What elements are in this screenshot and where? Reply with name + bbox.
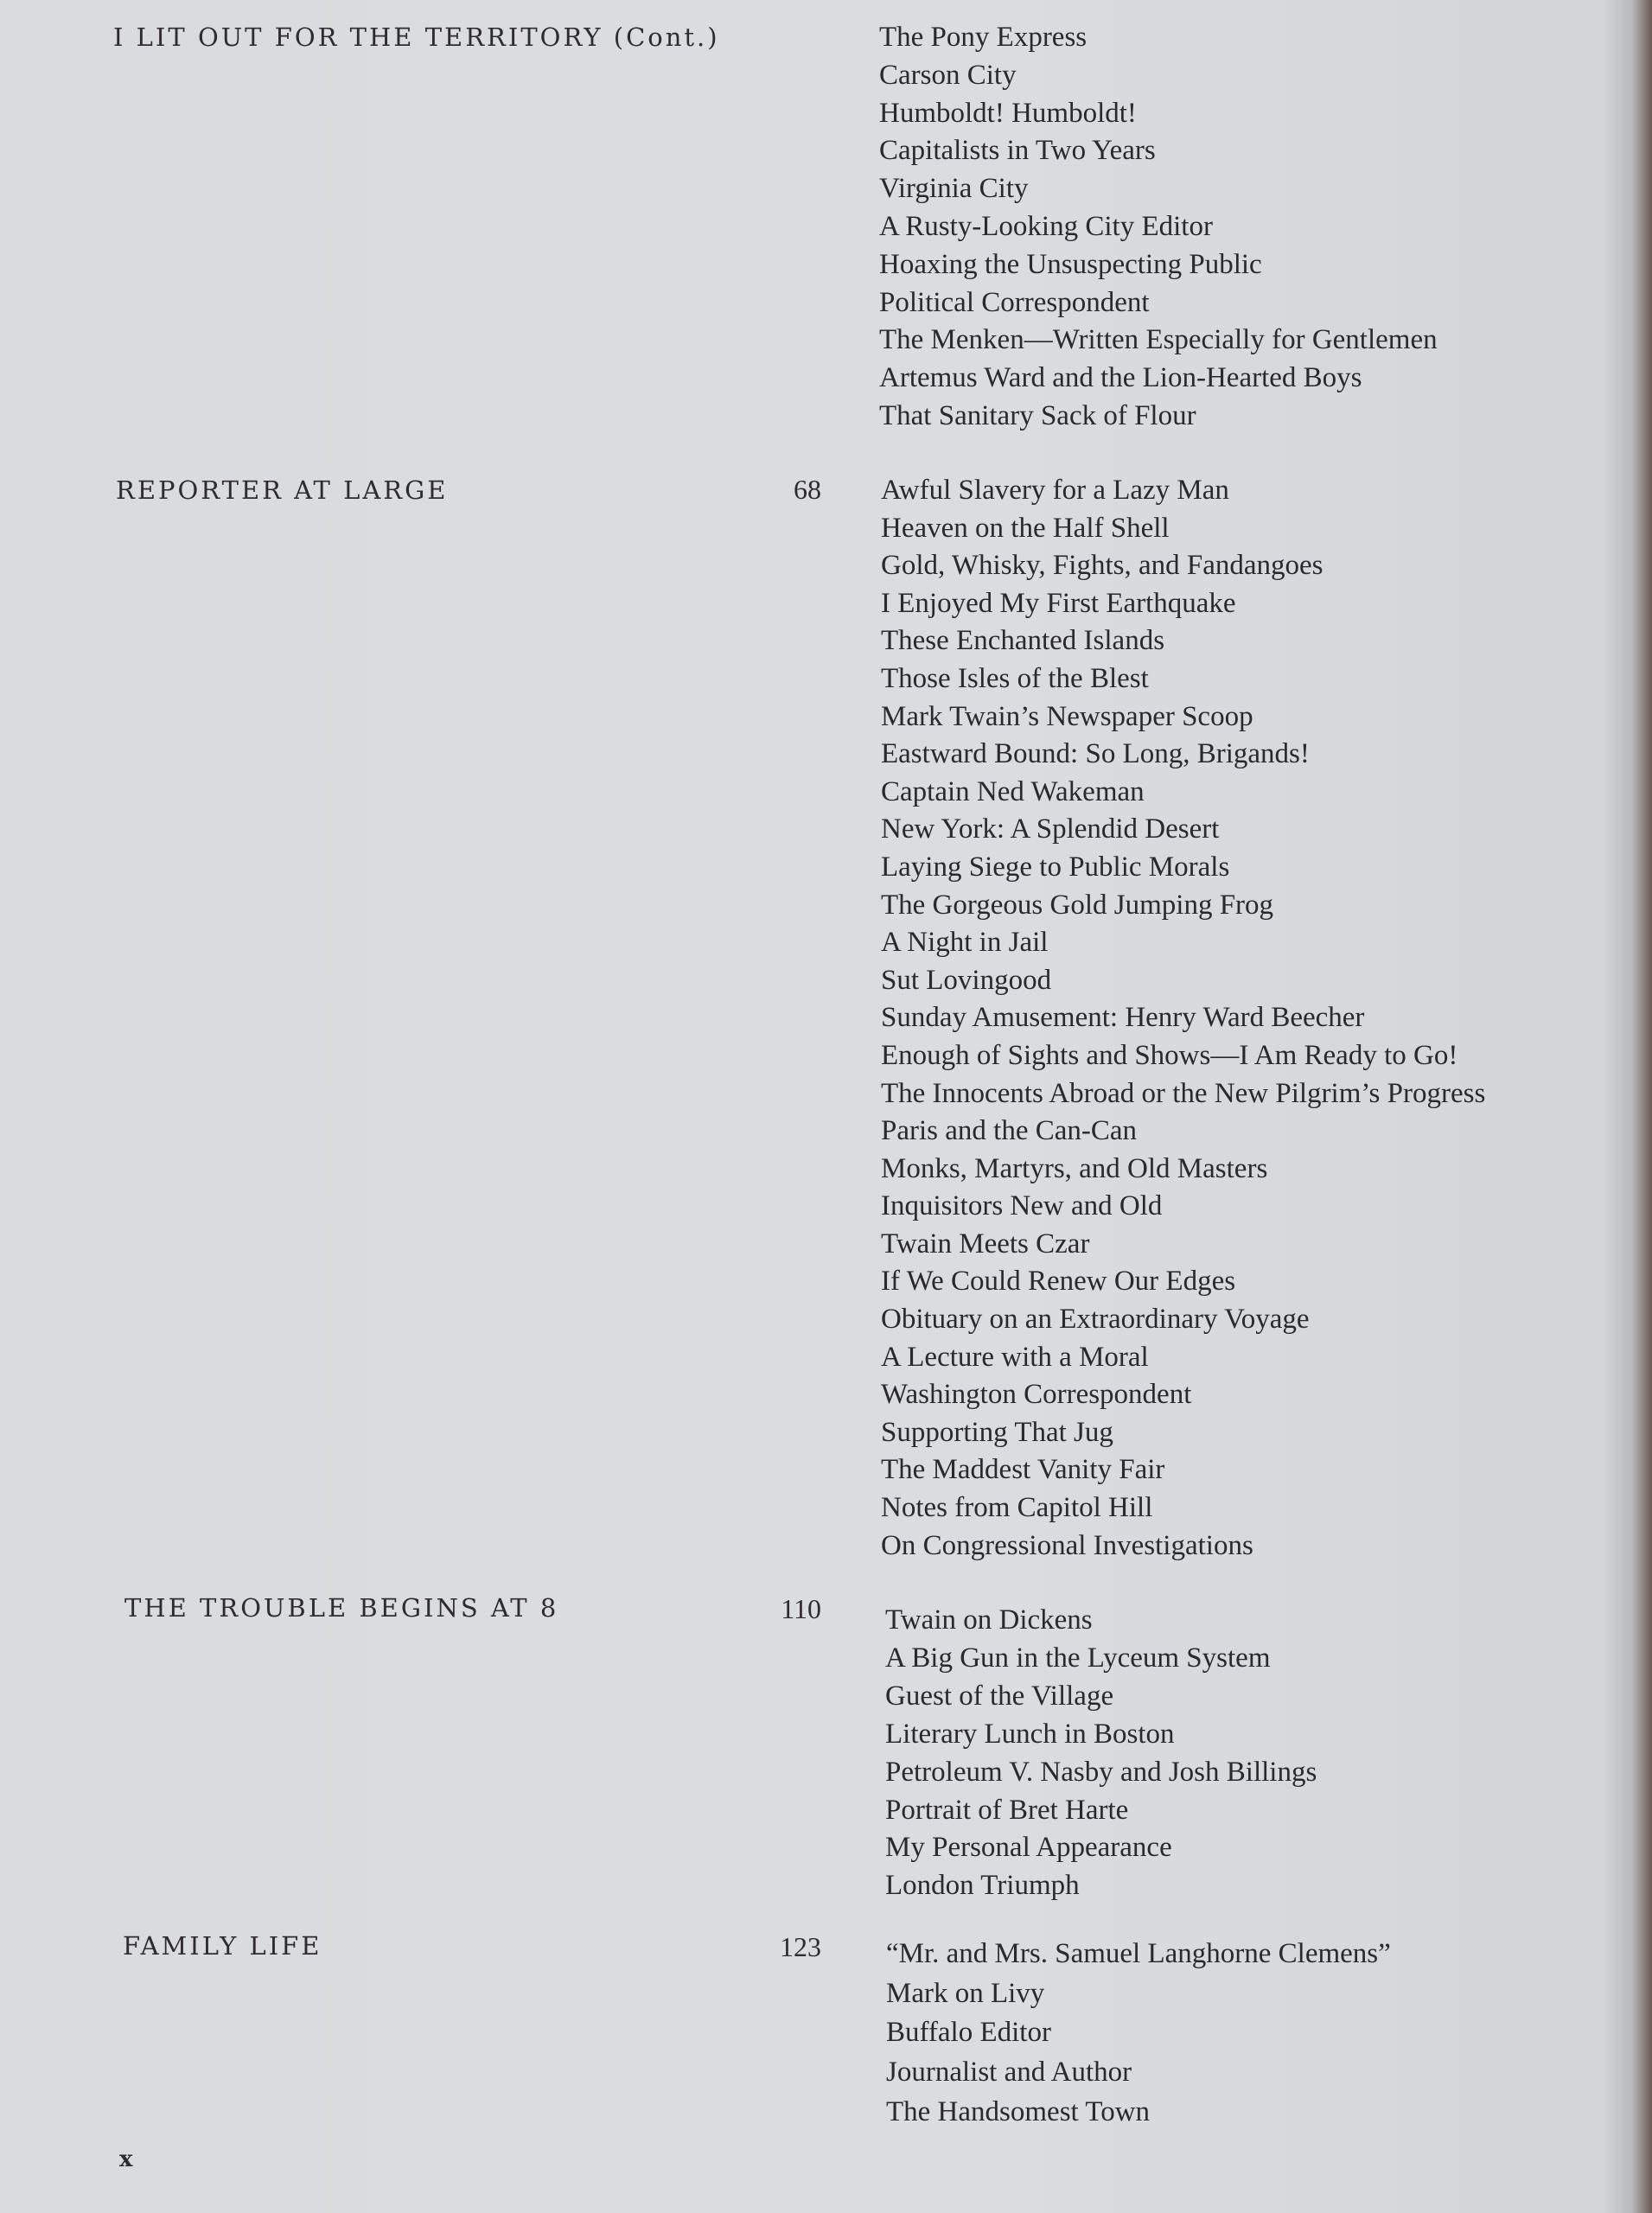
toc-entry: That Sanitary Sack of Flour [879,399,1196,431]
section-heading: THE TROUBLE BEGINS AT 8 [124,1593,559,1623]
toc-entry: New York: A Splendid Desert [881,813,1220,845]
section-entries [881,472,1485,1565]
section-heading: I LIT OUT FOR THE TERRITORY (Cont.) [113,22,720,52]
toc-entry: Paris and the Can-Can [881,1115,1138,1147]
section-entries [879,19,1438,436]
toc-entry: London Triumph [885,1870,1080,1902]
toc-entry: Political Correspondent [879,286,1150,318]
toc-entry: A Big Gun in the Lyceum System [885,1642,1271,1674]
section-page-number: 110 [781,1593,821,1624]
section-entries [885,1602,1317,1905]
toc-entry: Laying Siege to Public Morals [881,851,1230,883]
toc-entry: If We Could Renew Our Edges [881,1266,1236,1298]
toc-entry: Awful Slavery for a Lazy Man [881,475,1229,506]
toc-entry: The Menken—Written Especially for Gentlemen [879,324,1438,356]
toc-entry: “Mr. and Mrs. Samuel Langhorne Clemens” [886,1938,1391,1969]
toc-entry: Supporting That Jug [881,1416,1113,1448]
toc-entry: A Night in Jail [881,927,1049,959]
toc-entry: Notes from Capitol Hill [881,1492,1153,1524]
toc-entry: Virginia City [879,173,1029,205]
section-heading: FAMILY LIFE [123,1931,322,1961]
toc-entry: A Rusty-Looking City Editor [879,210,1213,242]
toc-entry: Twain Meets Czar [881,1228,1090,1260]
toc-entry: Literary Lunch in Boston [885,1718,1175,1750]
toc-entry: Sut Lovingood [881,964,1052,996]
toc-entry: Washington Correspondent [881,1379,1192,1411]
toc-entry: Enough of Sights and Shows—I Am Ready to Go! [881,1039,1458,1071]
toc-entry: Carson City [879,59,1017,91]
toc-entry: Humboldt! Humboldt! [879,97,1137,129]
toc-entry: Captain Ned Wakeman [881,775,1145,807]
toc-entry: The Handsomest Town [886,2095,1151,2127]
section-page-number: 68 [794,474,821,505]
toc-entry: The Innocents Abroad or the New Pilgrim’s Progress [881,1077,1486,1109]
toc-entry: These Enchanted Islands [881,625,1165,657]
toc-entry: The Maddest Vanity Fair [881,1454,1165,1486]
toc-entry: Gold, Whisky, Fights, and Fandangoes [881,550,1324,582]
toc-entry: My Personal Appearance [885,1832,1172,1864]
toc-entry: The Gorgeous Gold Jumping Frog [881,889,1274,921]
toc-entry: Eastward Bound: So Long, Brigands! [881,738,1310,770]
toc-entry: Inquisitors New and Old [881,1190,1163,1222]
toc-entry: Mark Twain’s Newspaper Scoop [881,700,1253,732]
toc-entry: Heaven on the Half Shell [881,512,1170,544]
toc-entry: Artemus Ward and the Lion-Hearted Boys [879,362,1362,394]
toc-entry: Guest of the Village [885,1680,1114,1712]
toc-entry: Hoaxing the Unsuspecting Public [879,248,1262,280]
toc-entry: Petroleum V. Nasby and Josh Billings [885,1756,1317,1788]
toc-entry: I Enjoyed My First Earthquake [881,587,1236,619]
toc-entry: The Pony Express [879,22,1088,53]
section-page-number: 123 [780,1931,821,1962]
toc-entry: A Lecture with a Moral [881,1341,1149,1373]
toc-entry: Obituary on an Extraordinary Voyage [881,1304,1310,1336]
toc-entry: Those Isles of the Blest [881,662,1149,694]
toc-entry: Journalist and Author [886,2057,1132,2089]
toc-entry: Twain on Dickens [885,1604,1093,1636]
toc-entry: Sunday Amusement: Henry Ward Beecher [881,1002,1365,1034]
toc-entry: Portrait of Bret Harte [885,1794,1129,1826]
section-entries [886,1935,1391,2133]
toc-entry: On Congressional Investigations [881,1529,1253,1561]
section-heading: REPORTER AT LARGE [116,475,449,505]
page-folio: x [119,2146,133,2172]
toc-entry: Buffalo Editor [886,2017,1051,2049]
toc-entry: Capitalists in Two Years [879,135,1156,167]
toc-entry: Monks, Martyrs, and Old Masters [881,1152,1268,1184]
toc-entry: Mark on Livy [886,1977,1045,2009]
